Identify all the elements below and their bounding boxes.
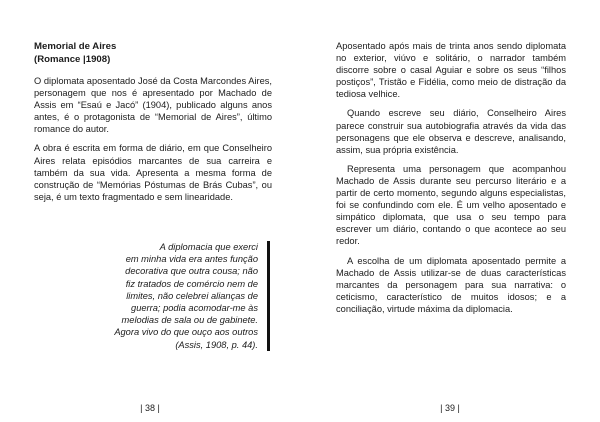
- block-quote: [68, 241, 270, 351]
- quote-line: decorativa que outra cousa; não: [125, 266, 258, 277]
- right-paragraph-1: Aposentado após mais de trinta anos sendo diplomata no exterior, viúvo e solitário, o narrador também discorre sobre o casal Aguiar e sobre os seus “filhos postiços”, Tristão e Fidélia, como meio de distração da tediosa velhice.: [336, 41, 566, 100]
- quote-line: limites, não celebrei alianças de: [126, 290, 258, 301]
- right-paragraph-4: A escolha de um diplomata aposentado permite a Machado de Assis utilizar-se de duas características marcantes da personagem para sua narrativa: o ceticismo, característico de muitos idosos; e a conciliação, virtude máxima da diplomacia.: [336, 255, 566, 314]
- quote-citation: (Assis, 1908, p. 44).: [175, 339, 258, 350]
- left-text-column: [34, 40, 272, 210]
- right-paragraph-2: Quando escreve seu diário, Conselheiro Aires parece construir sua autobiografia através da vida das personagens que ele observa e descreve, analisando, assim, sua própria existência.: [336, 108, 566, 155]
- chapter-title-name: Memorial de Aires: [34, 41, 117, 52]
- right-text-column: [336, 40, 566, 322]
- right-page-number: | 39 |: [440, 403, 460, 413]
- quote-line: melodias de sala ou de gabinete.: [121, 315, 258, 326]
- right-paragraph-3: Representa uma personagem que acompanhou Machado de Assis durante seu percurso literário e a partir de certo momento, segundo alguns especialistas, foi se confundindo com ele. É um velho aposentado e simpático diplomata, que usa o seu tempo para escrever um diário, contando o que acontece ao seu redor.: [336, 163, 566, 247]
- quote-line: guerra; podia acomodar-me às: [131, 303, 258, 314]
- left-page-number: | 38 |: [140, 403, 160, 413]
- right-page: [300, 0, 600, 422]
- quote-line: fiz tratados de comércio nem de: [125, 278, 258, 289]
- chapter-title: [34, 40, 272, 66]
- quote-line: A diplomacia que exerci: [159, 242, 258, 252]
- left-paragraph-2: A obra é escrita em forma de diário, em que Conselheiro Aires relata episódios marcantes de sua carreira e também da sua vida. Apresenta a mesma forma de construção de “Memórias Póstumas de Brás Cubas”, ou seja, é um texto fragmentado e sem linearidade.: [34, 143, 272, 202]
- chapter-title-subtitle: (Romance |1908): [34, 54, 111, 65]
- quote-line: em minha vida era antes função: [125, 254, 258, 265]
- left-paragraph-1: O diplomata aposentado José da Costa Marcondes Aires, personagem que nos é apresentado por Machado de Assis em “Esaú e Jacó” (1904), publicado alguns anos antes, é o protagonista de “Memorial de Aires”, último romance do autor.: [34, 76, 272, 135]
- quote-line: Agora vivo do que ouço aos outros: [114, 327, 258, 338]
